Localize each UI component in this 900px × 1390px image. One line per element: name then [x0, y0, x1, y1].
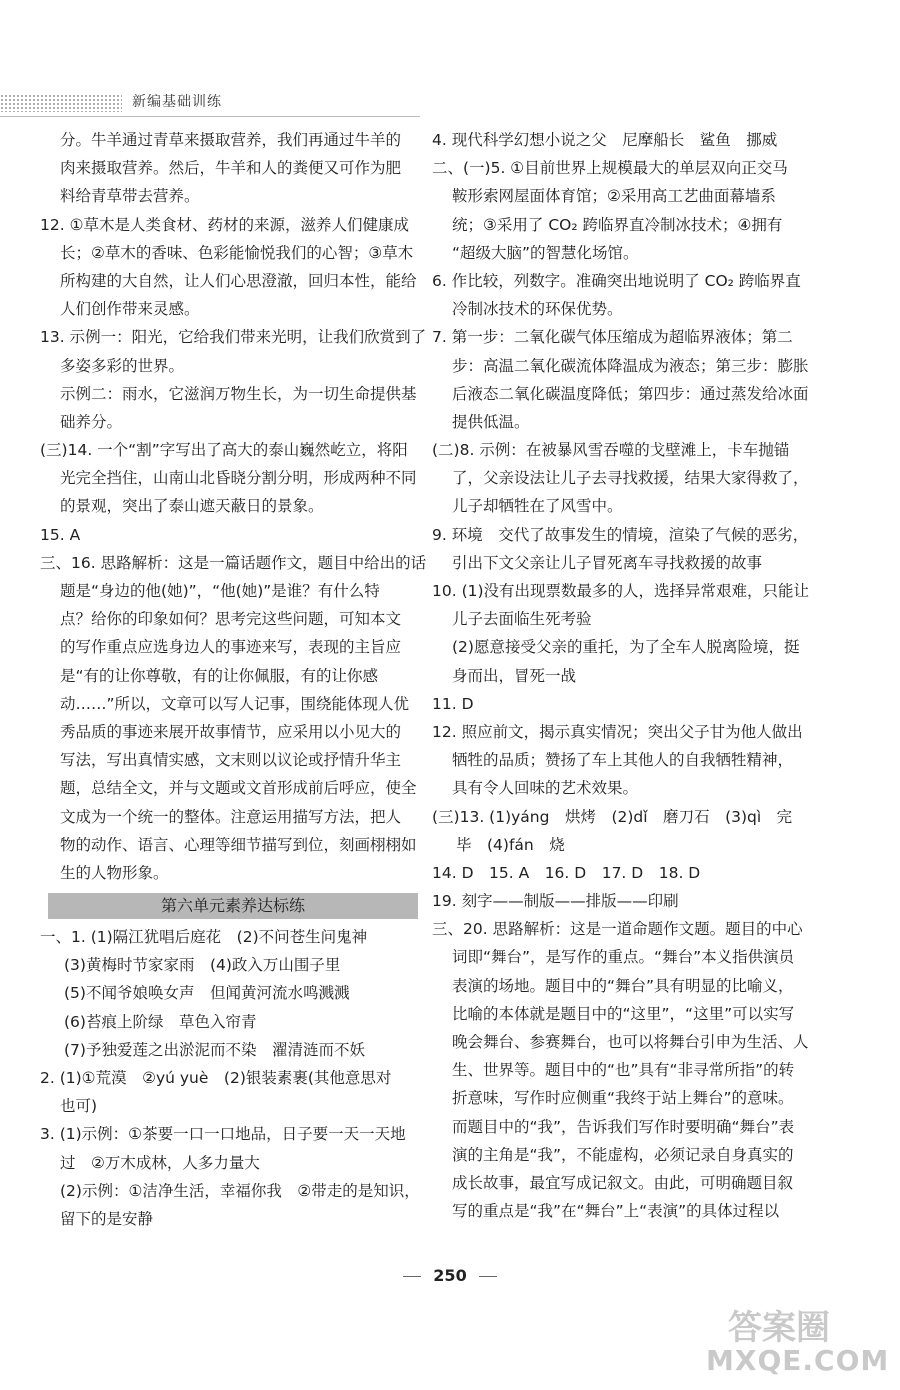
text-line: [40, 1149, 418, 1177]
text-line: [40, 923, 418, 951]
text-line-content: 而题目中的“我”，告诉我们写作时要明确“舞台”表: [452, 1117, 795, 1136]
text-line-content: 14. D 15. A 16. D 17. D 18. D: [432, 863, 701, 882]
text-line: [432, 436, 810, 464]
text-line-content: 长；②草木的香味、色彩能愉悦我们的心智；③草木: [60, 243, 414, 262]
watermark-line1: 答案圈: [728, 1308, 830, 1348]
header-dot-pattern: [0, 94, 122, 112]
text-line: [432, 1084, 810, 1112]
text-line: [432, 633, 810, 661]
text-line-content: 牺牲的品质；赞扬了车上其他人的自我牺牲精神，: [452, 751, 794, 770]
text-line-content: 儿子去面临生死考验: [452, 610, 592, 629]
text-line: [40, 436, 418, 464]
text-line-content: 也可): [60, 1097, 98, 1116]
text-line: [40, 239, 418, 267]
text-line: [40, 1177, 418, 1205]
text-line-content: 动……”所以，文章可以写人记事，围绕能体现人优: [60, 694, 410, 713]
text-line: [40, 803, 418, 831]
text-line: [40, 380, 418, 408]
text-line: [40, 746, 418, 774]
text-line: [40, 492, 418, 520]
text-line: [432, 803, 810, 831]
page-number: 250: [433, 1266, 467, 1285]
text-line-content: 的景观，突出了泰山遮天蔽日的景象。: [60, 497, 324, 516]
text-line-content: 2. (1)①荒漠 ②yú yuè (2)银装素裹(其他意思对: [40, 1069, 392, 1087]
text-line-content: 6. 作比较，列数字。准确突出地说明了 CO₂ 跨临界直: [432, 271, 801, 290]
section-banner: 第六单元素养达标练: [48, 893, 418, 919]
text-line-content: 础养分。: [60, 412, 123, 431]
text-line-content: 多姿多彩的世界。: [60, 356, 185, 375]
text-line-content: 了，父亲设法让儿子去寻找救援，结果大家得救了，: [452, 469, 809, 488]
text-line: [40, 718, 418, 746]
text-line-content: 过 ②万木成林，人多力量大: [60, 1153, 260, 1172]
text-line-content: 分。牛羊通过青草来摄取营养，我们再通过牛羊的: [60, 131, 402, 149]
text-line-content: 11. D: [432, 694, 474, 713]
right-column: [432, 126, 810, 1225]
text-line: [40, 464, 418, 492]
text-line-content: 10. (1)没有出现票数最多的人，选择异常艰难，只能让: [432, 582, 810, 600]
text-line: [40, 1064, 418, 1092]
text-line: [432, 943, 810, 971]
text-line-content: 4. 现代科学幻想小说之父 尼摩船长 鲨鱼 挪威: [432, 131, 778, 149]
text-line: [40, 323, 427, 351]
page-number-dash-left: [403, 1276, 421, 1277]
text-line: [40, 182, 418, 210]
text-line: [40, 211, 418, 239]
text-line: [40, 154, 418, 182]
text-line-content: 料给青草带去营养。: [60, 187, 200, 206]
text-line: [40, 831, 418, 859]
text-line: [40, 979, 418, 1007]
text-line-content: 的写作重点应选身边人的事迹来写，表现的主旨应: [60, 638, 402, 657]
text-line-content: 折意味，写作时应侧重“我终于站上舞台”的意味。: [452, 1089, 794, 1108]
text-line: [432, 1197, 810, 1225]
text-line: [432, 746, 810, 774]
text-line-content: 成长故事，最宜写成记叙文。由此，可明确题目叙: [452, 1173, 794, 1192]
text-line-content: 引出下文父亲让儿子冒死离车寻找救援的故事: [452, 553, 763, 572]
text-line: [432, 690, 810, 718]
text-line-content: 题，总结全文，并与文题或文首形成前后呼应，使全: [60, 779, 417, 798]
text-line-content: “超级大脑”的智慧化场馆。: [452, 243, 639, 262]
text-line-content: 演的主角是“我”，不能虚构，必须记录自身真实的: [452, 1145, 794, 1164]
text-line-content: 是“有的让你尊敬，有的让你佩服，有的让你感: [60, 666, 379, 685]
text-line-content: 15. A: [40, 525, 81, 544]
left-answers-section-six: [40, 923, 418, 1233]
text-line-content: 13. 示例一：阳光，它给我们带来光明，让我们欣赏到了: [40, 328, 427, 347]
text-line: [432, 464, 810, 492]
text-line-content: 人们创作带来灵感。: [60, 300, 200, 319]
text-line-content: 光完全挡住，山南山北昏晓分割分明，形成两种不同: [60, 469, 417, 488]
text-line: [432, 577, 810, 605]
text-line: [40, 951, 418, 979]
text-line: [432, 887, 810, 915]
running-header: [0, 86, 420, 120]
text-line-content: 晚会舞台、参赛舞台，也可以将舞台引申为生活、人: [452, 1033, 809, 1051]
text-line-content: 表演的场地。题目中的“舞台”具有明显的比喻义，: [452, 976, 794, 995]
text-line-content: 题是“身边的他(她)”，“他(她)”是谁？有什么特: [60, 582, 380, 600]
text-line-content: 三、20. 思路解析：这是一道命题作文题。题目的中心: [432, 920, 803, 939]
text-line: [40, 1092, 418, 1120]
header-rule: [0, 116, 420, 117]
text-line: [432, 774, 810, 802]
text-line-content: 写的重点是“我”在“舞台”上“表演”的具体过程以: [452, 1202, 780, 1221]
text-line-content: 具有令人回味的艺术效果。: [452, 779, 639, 798]
text-line: [40, 408, 418, 436]
text-line-content: 生、世界等。题目中的“也”具有“非寻常所指”的转: [452, 1061, 795, 1080]
text-line: [432, 662, 810, 690]
text-line-content: 文成为一个统一的整体。注意运用描写方法，把人: [60, 807, 402, 826]
text-line: [40, 267, 418, 295]
text-line-content: 统；③采用了 CO₂ 跨临界直冷制冰技术；④拥有: [452, 215, 783, 234]
text-line-content: (2)愿意接受父亲的重托，为了全车人脱离险境，挺: [452, 638, 800, 657]
text-line: [432, 972, 810, 1000]
text-line-content: 鞍形索网屋面体育馆；②采用高工艺曲面幕墙系: [452, 187, 776, 206]
text-line-content: 9. 环境 交代了故事发生的情境，渲染了气候的恶劣，: [432, 525, 809, 544]
text-line: [432, 295, 810, 323]
text-line-content: 7. 第一步：二氧化碳气体压缩成为超临界液体；第二: [432, 328, 793, 347]
text-line-content: 毕 (4)fán 烧: [456, 835, 565, 854]
text-line: [432, 549, 810, 577]
header-title: 新编基础训练: [132, 94, 222, 110]
text-line: [432, 126, 810, 154]
text-line: [432, 211, 810, 239]
text-line: [432, 859, 810, 887]
text-line-content: 生的人物形象。: [60, 863, 169, 882]
text-line-content: (5)不闻爷娘唤女声 但闻黄河流水鸣溅溅: [64, 984, 350, 1003]
text-line: [432, 239, 810, 267]
text-line: [432, 182, 810, 210]
page-number-dash-right: [479, 1276, 497, 1277]
text-line: [432, 521, 810, 549]
text-line-content: 三、16. 思路解析：这是一篇话题作文，题目中给出的话: [40, 553, 427, 572]
text-line: [40, 126, 418, 154]
text-line-content: 12. ①草木是人类食材、药材的来源，滋养人们健康成: [40, 215, 409, 234]
text-line: [40, 605, 418, 633]
text-line: [432, 1000, 810, 1028]
text-line-content: 提供低温。: [452, 412, 530, 431]
text-line: [40, 774, 418, 802]
text-line-content: 点？给你的印象如何？思考完这些问题，可知本文: [60, 610, 402, 629]
text-line: [432, 1028, 810, 1056]
text-line-content: 12. 照应前文，揭示真实情况；突出父子甘为他人做出: [432, 722, 803, 741]
text-line-content: (三)13. (1)yáng 烘烤 (2)dǐ 磨刀石 (3)qì 完: [432, 807, 793, 826]
text-line: [432, 380, 810, 408]
text-line: [40, 549, 427, 577]
text-line: [40, 352, 418, 380]
text-line-content: (7)予独爱莲之出淤泥而不染 濯清涟而不妖: [64, 1040, 365, 1059]
text-line: [432, 1169, 810, 1197]
text-line-content: 写法，写出真情实感，文末则以议论或抒情升华主: [60, 751, 402, 770]
text-line-content: (3)黄梅时节家家雨 (4)政入万山围子里: [64, 956, 341, 975]
right-answers: [432, 126, 810, 1225]
text-line: [432, 915, 810, 943]
text-line-content: 秀品质的事迹来展开故事情节，应采用以小见大的: [60, 722, 402, 741]
text-line-content: 一、1. (1)隔江犹唱后庭花 (2)不问苍生问鬼神: [40, 928, 368, 947]
text-line: [40, 1008, 418, 1036]
text-line-content: 身而出，冒死一战: [452, 666, 577, 685]
text-line: [40, 1205, 418, 1233]
text-line: [40, 859, 418, 887]
text-line-content: (三)14. 一个“割”字写出了高大的泰山巍然屹立，将阳: [40, 441, 408, 460]
text-line-content: 步：高温二氧化碳流体降温成为液态；第三步：膨胀: [452, 356, 809, 375]
text-line: [40, 633, 418, 661]
text-line-content: 19. 刻字——制版——排版——印刷: [432, 892, 679, 911]
text-line: [432, 267, 810, 295]
text-line: [432, 831, 810, 859]
text-line-content: (6)苔痕上阶绿 草色入帘青: [64, 1012, 257, 1031]
text-line-content: 留下的是安静: [60, 1209, 154, 1228]
text-line: [432, 408, 810, 436]
text-line: [432, 1141, 810, 1169]
text-line: [432, 605, 810, 633]
left-answers: [40, 126, 427, 887]
text-line-content: 3. (1)示例：①茶要一口一口地品，日子要一天一天地: [40, 1125, 406, 1144]
text-line-content: (二)8. 示例：在被暴风雪吞噬的戈壁滩上，卡车抛锚: [432, 441, 790, 460]
text-line-content: 比喻的本体就是题目中的“这里”，“这里”可以实写: [452, 1004, 795, 1023]
text-line-content: 肉来摄取营养。然后，牛羊和人的粪便又可作为肥: [60, 159, 402, 178]
text-line-content: 所构建的大自然，让人们心思澄澈，回归本性，能给: [60, 271, 417, 290]
text-line: [40, 295, 418, 323]
text-line-content: 冷制冰技术的环保优势。: [452, 300, 623, 319]
text-line: [432, 352, 810, 380]
watermark-line2: MXQE.COM: [706, 1344, 890, 1377]
text-line: [40, 577, 418, 605]
text-line-content: 二、(一)5. ①目前世界上规模最大的单层双向正交马: [432, 159, 788, 178]
text-line-content: 词即“舞台”，是写作的重点。“舞台”本义指供演员: [452, 948, 795, 967]
text-line: [432, 718, 810, 746]
text-line: [40, 1036, 418, 1064]
text-line: [432, 323, 810, 351]
text-line: [432, 1113, 810, 1141]
text-line-content: (2)示例：①洁净生活，幸福你我 ②带走的是知识，: [60, 1181, 420, 1200]
page-number-block: [0, 1266, 900, 1285]
text-line: [432, 492, 810, 520]
text-line: [432, 1056, 810, 1084]
text-line-content: 儿子却牺牲在了风雪中。: [452, 497, 623, 516]
text-line: [40, 662, 418, 690]
left-column: [40, 126, 427, 1233]
watermark-logo: [700, 1300, 890, 1380]
text-line: [432, 154, 810, 182]
text-line-content: 示例二：雨水，它滋润万物生长，为一切生命提供基: [60, 384, 417, 403]
text-line: [40, 521, 418, 549]
text-line-content: 物的动作、语言、心理等细节描写到位，刻画栩栩如: [60, 835, 417, 854]
text-line-content: 后液态二氧化碳温度降低；第四步：通过蒸发给冰面: [452, 384, 809, 403]
text-line: [40, 1120, 418, 1148]
text-line: [40, 690, 418, 718]
